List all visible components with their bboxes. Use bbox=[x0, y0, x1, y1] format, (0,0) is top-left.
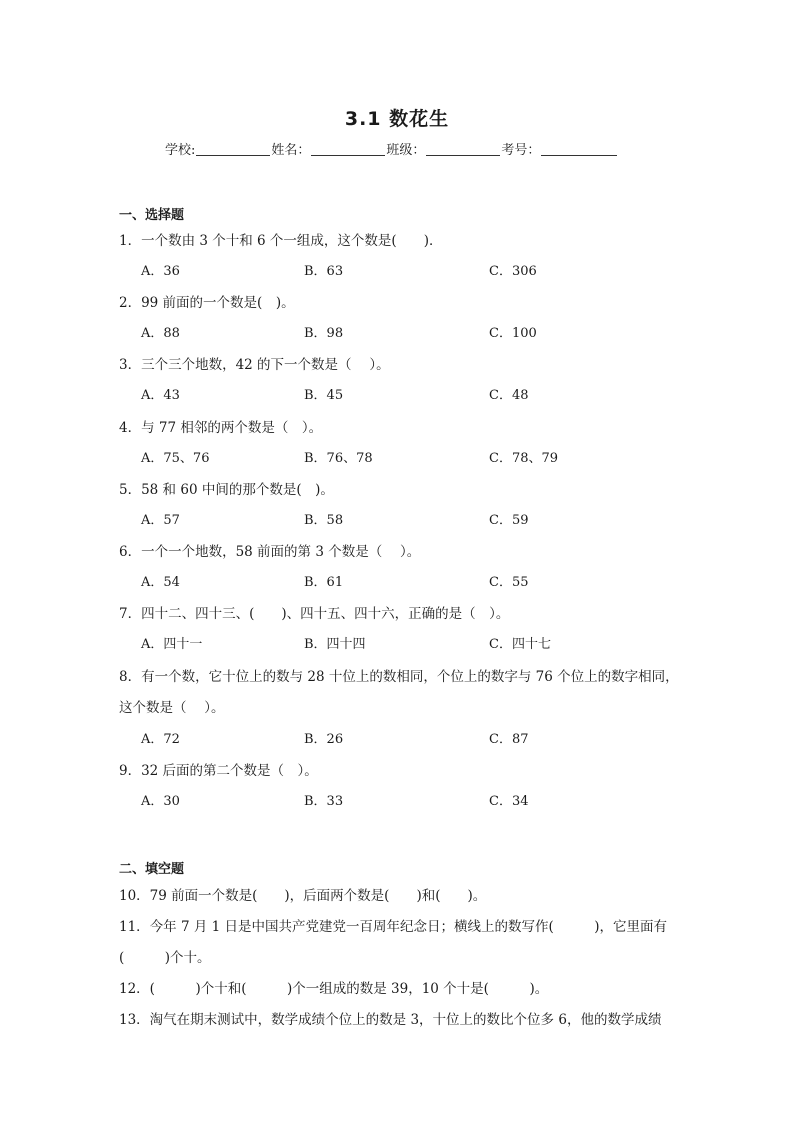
question-4: 4．与 77 相邻的两个数是（ ）。 bbox=[119, 420, 323, 436]
class-blank[interactable] bbox=[426, 142, 500, 156]
question-11-line-2: ( )个十。 bbox=[119, 950, 211, 966]
q5-option-a[interactable]: A．57 bbox=[141, 513, 180, 528]
q7-option-b[interactable]: B．四十四 bbox=[304, 637, 366, 652]
section-heading-choice: 一、选择题 bbox=[119, 208, 185, 223]
q2-option-c[interactable]: C．100 bbox=[489, 326, 537, 341]
q7-option-c[interactable]: C．四十七 bbox=[489, 637, 551, 652]
q9-option-b[interactable]: B．33 bbox=[304, 794, 344, 809]
class-label: 班级： bbox=[386, 143, 426, 158]
q4-option-b[interactable]: B．76、78 bbox=[304, 451, 373, 466]
name-label: 姓名： bbox=[271, 143, 311, 158]
page-title: 3.1 数花生 bbox=[344, 108, 450, 130]
q2-option-b[interactable]: B．98 bbox=[304, 326, 344, 341]
q4-option-a[interactable]: A．75、76 bbox=[141, 451, 210, 466]
question-8-line-2: 这个数是（ ）。 bbox=[119, 700, 225, 716]
q2-option-a[interactable]: A．88 bbox=[141, 326, 180, 341]
q6-option-b[interactable]: B．61 bbox=[304, 575, 344, 590]
exam-no-blank[interactable] bbox=[541, 142, 617, 156]
q3-option-c[interactable]: C．48 bbox=[489, 388, 529, 403]
q1-option-b[interactable]: B．63 bbox=[304, 264, 344, 279]
q5-option-c[interactable]: C．59 bbox=[489, 513, 529, 528]
q7-option-a[interactable]: A．四十一 bbox=[141, 637, 203, 652]
q9-option-c[interactable]: C．34 bbox=[489, 794, 529, 809]
q9-option-a[interactable]: A．30 bbox=[141, 794, 180, 809]
q3-option-a[interactable]: A．43 bbox=[141, 388, 180, 403]
question-10: 10．79 前面一个数是( )，后面两个数是( )和( )。 bbox=[119, 888, 487, 904]
question-3: 3．三个三个地数，42 的下一个数是（ ）。 bbox=[119, 357, 390, 373]
question-1: 1．一个数由 3 个十和 6 个一组成，这个数是( )． bbox=[119, 233, 443, 249]
name-blank[interactable] bbox=[311, 142, 385, 156]
q6-option-c[interactable]: C．55 bbox=[489, 575, 529, 590]
q1-option-a[interactable]: A．36 bbox=[141, 264, 180, 279]
question-11: 11．今年 7 月 1 日是中国共产党建党一百周年纪念日；横线上的数写作( )，它里面有 bbox=[119, 919, 668, 935]
question-9: 9．32 后面的第二个数是（ ）。 bbox=[119, 763, 318, 779]
question-13: 13．淘气在期末测试中，数学成绩个位上的数是 3，十位上的数比个位多 6，他的数学成绩 bbox=[119, 1012, 662, 1028]
question-8: 8．有一个数，它十位上的数与 28 十位上的数相同，个位上的数字与 76 个位上的数字相同， bbox=[119, 669, 679, 685]
student-info-line bbox=[165, 139, 618, 158]
school-blank[interactable] bbox=[196, 142, 270, 156]
q6-option-a[interactable]: A．54 bbox=[141, 575, 180, 590]
q3-option-b[interactable]: B．45 bbox=[304, 388, 344, 403]
question-5: 5．58 和 60 中间的那个数是( )。 bbox=[119, 482, 334, 498]
q8-option-b[interactable]: B．26 bbox=[304, 732, 344, 747]
question-7: 7．四十二、四十三、( )、四十五、四十六，正确的是（ ）。 bbox=[119, 606, 510, 622]
question-2: 2．99 前面的一个数是( )。 bbox=[119, 295, 295, 311]
section-heading-fill: 二、填空题 bbox=[119, 862, 185, 877]
q8-option-a[interactable]: A．72 bbox=[141, 732, 180, 747]
question-12: 12．( )个十和( )个一组成的数是 39，10 个十是( )。 bbox=[119, 981, 549, 997]
q8-option-c[interactable]: C．87 bbox=[489, 732, 529, 747]
q4-option-c[interactable]: C．78、79 bbox=[489, 451, 559, 466]
exam-no-label: 考号： bbox=[501, 143, 541, 158]
question-6: 6．一个一个地数，58 前面的第 3 个数是（ ）。 bbox=[119, 544, 421, 560]
q5-option-b[interactable]: B．58 bbox=[304, 513, 344, 528]
school-label: 学校: bbox=[165, 143, 196, 158]
q1-option-c[interactable]: C．306 bbox=[489, 264, 537, 279]
